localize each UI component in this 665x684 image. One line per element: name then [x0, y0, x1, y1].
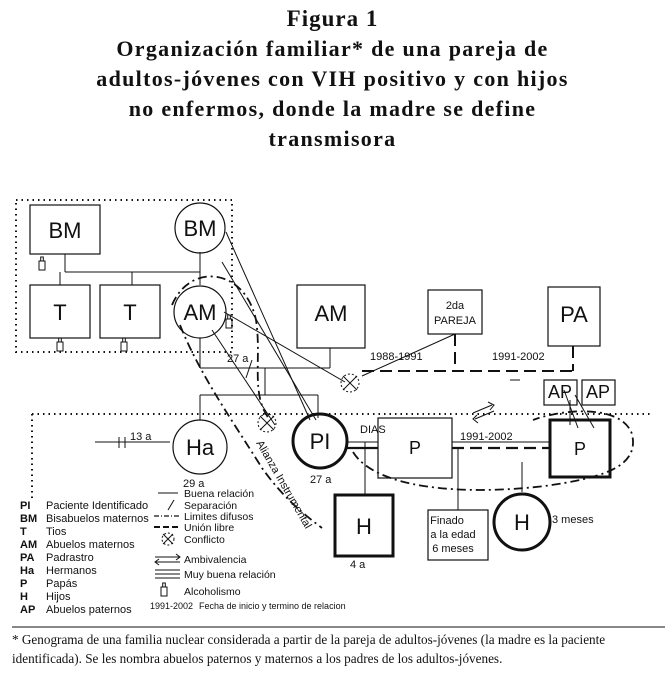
legend-label: Abuelos maternos [46, 539, 135, 551]
bottle-icon [57, 338, 63, 351]
legend-abbreviations [20, 500, 149, 616]
label-t-left: T [53, 300, 67, 325]
label-bm-right: BM [183, 216, 217, 241]
label-2da-pareja-1: 2da [445, 300, 465, 312]
label-am-maternal: AM [183, 300, 217, 325]
title-line: transmisora [268, 126, 397, 151]
label-finado-3: 6 meses [432, 543, 474, 555]
legend-conflicto: Conflicto [184, 534, 225, 546]
label-ap-left: AP [547, 382, 573, 402]
title-line: no enfermos, donde la madre se define [128, 96, 537, 121]
legend-label: Paciente Identificado [46, 500, 149, 512]
legend-code: AP [20, 604, 36, 616]
relationship-lines [212, 232, 594, 428]
label-h-right: H [514, 510, 530, 535]
legend-buena: Buena relación [184, 488, 255, 500]
label-p-right: P [573, 439, 587, 459]
structure-lines [60, 252, 573, 510]
figure-number: Figura 1 [286, 6, 379, 31]
title-line: Organización familiar* de una pareja de [116, 36, 549, 61]
legend-label: Hijos [46, 591, 71, 603]
legend-label: Hermanos [46, 565, 97, 577]
ambivalence-arrows [473, 402, 494, 423]
annotation-dias: DIAS [360, 424, 386, 436]
annotation-13a: 13 a [130, 431, 152, 443]
legend-separacion-mark [168, 500, 174, 510]
legend-label: Papás [46, 578, 78, 590]
label-finado-2: a la edad [430, 529, 476, 541]
label-bm-left: BM [48, 218, 82, 243]
legend-code: H [20, 591, 28, 603]
label-p-mid: P [408, 438, 422, 458]
legend-code: T [20, 526, 27, 538]
label-pi: PI [309, 429, 331, 454]
label-ha: Ha [185, 435, 215, 460]
label-finado-1: Finado [430, 515, 464, 527]
legend-ambivalencia: Ambivalencia [184, 554, 247, 566]
conflict-symbol [341, 374, 359, 392]
node-2da-pareja [428, 290, 482, 334]
legend-fecha-code: 1991-2002 [150, 601, 194, 611]
bottle-icon [161, 583, 167, 596]
legend-fecha: Fecha de inicio y termino de relacion [199, 601, 346, 611]
legend-label: Bisabuelos maternos [46, 513, 149, 525]
annotation-1991-2002-top: 1991-2002 [492, 351, 545, 363]
legend-alcoholismo: Alcoholismo [184, 586, 241, 598]
annotation-alianza: Alianza Instrumental [253, 438, 314, 531]
label-ap-right: AP [585, 382, 611, 402]
legend-separacion: Separación [184, 500, 238, 512]
bottle-icon [39, 257, 45, 270]
legend-line-types [154, 493, 180, 578]
legend-code: BM [20, 513, 38, 525]
label-am-paternal: AM [314, 301, 348, 326]
annotation-1991-2002-mid: 1991-2002 [460, 431, 513, 443]
legend-label: Tios [46, 526, 67, 538]
label-t-right: T [123, 300, 137, 325]
title-line: adultos-jóvenes con VIH positivo y con hijos [96, 66, 569, 91]
annotation-29a: 29 a [183, 478, 205, 490]
annotation-27a-am: 27 a [227, 353, 249, 365]
legend-muy-buena: Muy buena relación [184, 569, 276, 581]
legend-difusos: Limites difusos [184, 511, 254, 523]
label-pa: PA [560, 302, 588, 327]
legend-code: PA [20, 552, 35, 564]
label-2da-pareja-2: PAREJA [434, 315, 476, 327]
annotation-27a-pi: 27 a [310, 474, 332, 486]
annotation-3-meses: 3 meses [552, 514, 594, 526]
legend-code: PI [20, 500, 31, 512]
legend-code: Ha [20, 565, 35, 577]
annotation-1988-1991: 1988-1991 [370, 351, 423, 363]
legend-code: AM [20, 539, 38, 551]
legend-label: Padrastro [46, 552, 94, 564]
legend-union: Unión libre [184, 522, 235, 534]
legend-code: P [20, 578, 28, 590]
annotation-4a: 4 a [350, 559, 366, 571]
label-h-left: H [356, 514, 372, 539]
bottle-icon [121, 338, 127, 351]
legend-label: Abuelos paternos [46, 604, 132, 616]
footnote: * Genograma de una familia nuclear considerada a partir de la pareja de adultos-jóvenes (la madre es la paciente identificada). Se les nombra abuelos paternos y maternos a los padres de los adultos-jóvenes. [12, 632, 606, 666]
